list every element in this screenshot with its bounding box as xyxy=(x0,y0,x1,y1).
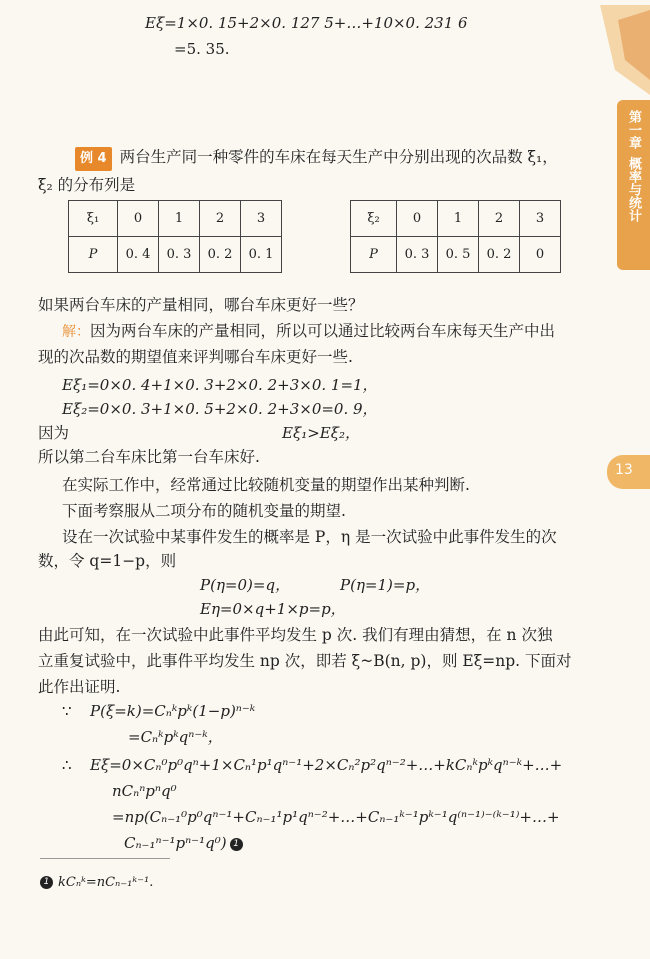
paragraph-4c: 此作出证明. xyxy=(38,678,121,696)
table-cell: 0. 2 xyxy=(200,237,241,273)
solution-line-2: 现的次品数的期望值来评判哪台车床更好一些. xyxy=(38,348,353,366)
equation-eta-0: P(η=0)=q， xyxy=(200,576,291,594)
derivation-line-6 xyxy=(124,832,248,854)
chapter-tab-text xyxy=(617,110,650,222)
corner-decoration xyxy=(560,0,650,100)
footnote-text: kCₙᵏ=nCₙ₋₁ᵏ⁻¹. xyxy=(58,875,154,890)
table-cell: 0. 4 xyxy=(118,237,159,273)
derivation-line-2: =Cₙᵏpᵏqⁿ⁻ᵏ， xyxy=(128,728,223,746)
question-text: 如果两台车床的产量相同，哪台车床更好一些？ xyxy=(38,296,364,314)
table-row xyxy=(351,201,561,237)
paragraph-3a: 设在一次试验中某事件发生的概率是 P，η 是一次试验中此事件发生的次 xyxy=(62,528,557,546)
table-cell: 1 xyxy=(159,201,200,237)
table-cell: ξ₁ xyxy=(69,201,118,237)
conclusion-text: 所以第二台车床比第一台车床好. xyxy=(38,448,260,466)
table-cell: 0. 3 xyxy=(397,237,438,273)
derivation-line-4: nCₙⁿpⁿq⁰ xyxy=(112,782,177,800)
distribution-table-2 xyxy=(350,200,561,273)
table-cell: 0. 2 xyxy=(479,237,520,273)
table-cell: 3 xyxy=(241,201,282,237)
table-cell: 0 xyxy=(118,201,159,237)
footnote xyxy=(40,872,153,894)
header-eq-1: Eξ=1×0. 15+2×0. 127 5+…+10×0. 231 6 xyxy=(145,14,468,32)
chapter-title: 概率与统计 xyxy=(626,157,641,222)
paragraph-4a: 由此可知，在一次试验中此事件平均发生 p 次. 我们有理由猜想，在 n 次独 xyxy=(38,626,553,644)
since-symbol: ∵ xyxy=(62,702,72,720)
table-cell: 0 xyxy=(397,201,438,237)
example-heading xyxy=(75,146,558,171)
table-cell: 1 xyxy=(438,201,479,237)
paragraph-4b: 立重复试验中，此事件平均发生 np 次，即若 ξ~B(n, p)，则 Eξ=np. 下面对 xyxy=(38,652,572,670)
example-badge: 例 4 xyxy=(75,147,112,171)
solution-text-1: 因为两台车床的产量相同，所以可以通过比较两台车床每天生产中出 xyxy=(90,322,556,340)
example-text-2: ξ₂ 的分布列是 xyxy=(38,176,136,194)
example-text-1: 两台生产同一种零件的车床在每天生产中分别出现的次品数 ξ₁， xyxy=(119,148,558,166)
table-cell: 0 xyxy=(520,237,561,273)
table-row xyxy=(69,237,282,273)
page-number: 13 xyxy=(615,462,633,478)
paragraph-3b: 数，令 q=1−p，则 xyxy=(38,552,177,570)
table-cell: 0. 1 xyxy=(241,237,282,273)
derivation-line-6-text: Cₙ₋₁ⁿ⁻¹pⁿ⁻¹q⁰) xyxy=(124,834,227,852)
solution-line-1 xyxy=(62,320,555,343)
header-eq-2: =5. 35. xyxy=(174,40,230,58)
because-expression: Eξ₁>Eξ₂， xyxy=(282,424,361,442)
derivation-line-5: =np(Cₙ₋₁⁰p⁰qⁿ⁻¹+Cₙ₋₁¹p¹qⁿ⁻²+…+Cₙ₋₁ᵏ⁻¹pᵏ⁻¹q⁽ⁿ⁻¹⁾⁻⁽ᵏ⁻¹⁾+…+ xyxy=(112,808,560,826)
table-row xyxy=(69,201,282,237)
paragraph-2: 下面考察服从二项分布的随机变量的期望. xyxy=(62,502,346,520)
derivation-line-3: Eξ=0×Cₙ⁰p⁰qⁿ+1×Cₙ¹p¹qⁿ⁻¹+2×Cₙ²p²qⁿ⁻²+…+kCₙᵏpᵏqⁿ⁻ᵏ+…+ xyxy=(90,756,563,774)
table-cell: 2 xyxy=(200,201,241,237)
paragraph-1: 在实际工作中，经常通过比较随机变量的期望作出某种判断. xyxy=(62,476,470,494)
distribution-table-1 xyxy=(68,200,282,273)
derivation-line-1: P(ξ=k)=Cₙᵏpᵏ(1−p)ⁿ⁻ᵏ xyxy=(90,702,256,720)
equation-e-eta: Eη=0×q+1×p=p， xyxy=(200,600,346,618)
table-cell: 0. 3 xyxy=(159,237,200,273)
footnote-mark: 1 xyxy=(40,876,53,889)
footnote-marker: 1 xyxy=(230,838,243,851)
equation-eta-1: P(η=1)=p， xyxy=(340,576,431,594)
footnote-divider xyxy=(40,858,170,859)
because-word: 因为 xyxy=(38,424,70,442)
table-row xyxy=(351,237,561,273)
table-cell: 2 xyxy=(479,201,520,237)
table-cell: ξ₂ xyxy=(351,201,397,237)
chapter-number: 第一章 xyxy=(626,110,641,149)
table-cell: 0. 5 xyxy=(438,237,479,273)
table-cell: P xyxy=(69,237,118,273)
table-cell: 3 xyxy=(520,201,561,237)
solution-label: 解： xyxy=(62,324,90,340)
table-cell: P xyxy=(351,237,397,273)
equation-e1: Eξ₁=0×0. 4+1×0. 3+2×0. 2+3×0. 1=1， xyxy=(62,376,378,394)
therefore-symbol: ∴ xyxy=(62,756,72,774)
equation-e2: Eξ₂=0×0. 3+1×0. 5+2×0. 2+3×0=0. 9， xyxy=(62,400,378,418)
